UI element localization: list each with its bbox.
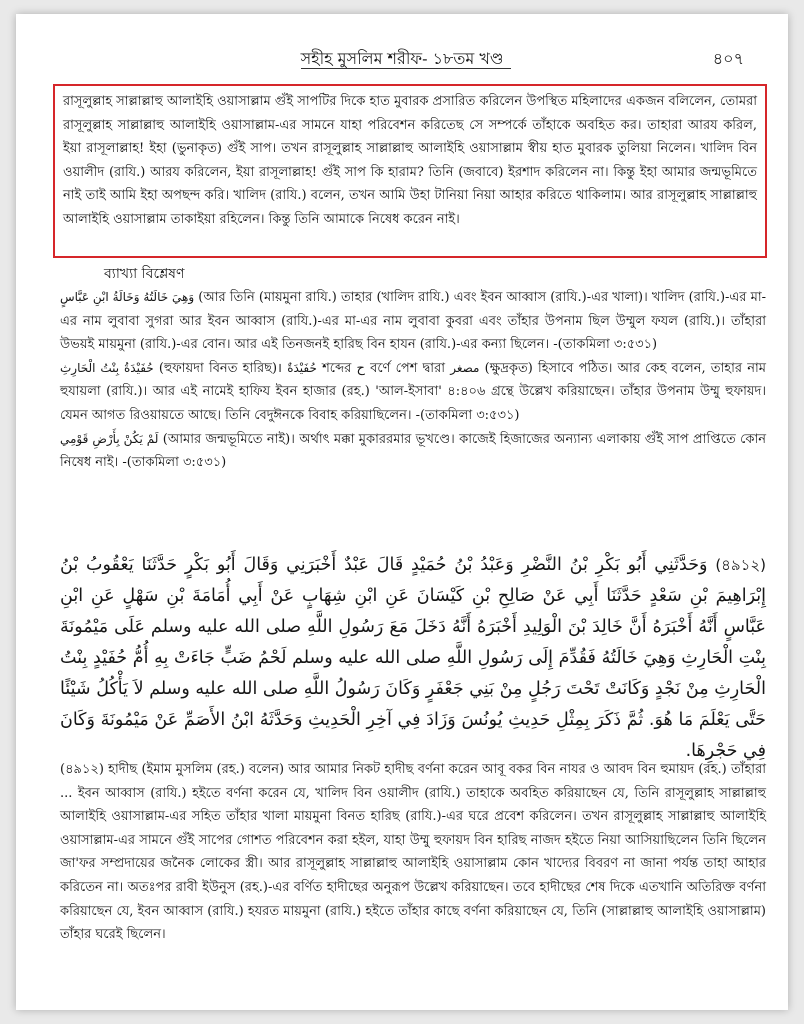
hadith-arabic-text	[60, 550, 766, 767]
paragraph-text: (আর তিনি (মায়মুনা রাযি.) তাহার (খালিদ রাযি.) এবং ইবন আব্বাস (রাযি.)-এর খালা)। খালিদ (রাযি.)-এর মা-এর নাম লুবাবা সুগরা আর ইবন আব্বাস (রাযি.)-এর মা-এর নাম লুবাবা কুবরা এবং তাঁহার উপনাম ছিল উম্মুল ফযল (রাযি.)। তাঁহারা উভয়ই মায়মুনা (রাযি.)-এর বোন। আর এই তিনজনই হারিছ বিন হাযন (রাযি.)-এর কন্যা ছিলেন। -(তাকমিলা ৩:৫৩১)	[60, 290, 766, 353]
highlighted-text: রাসূলুল্লাহ সাল্লাল্লাহু আলাইহি ওয়াসাল্লাম গুঁই সাপটির দিকে হাত মুবারক প্রসারিত করিলেন উপস্থিত মহিলাদের একজন বলিলেন, তোমরা রাসূলুল্লাহ সাল্লাল্লাহু আলাইহি ওয়াসাল্লাম-এর সামনে যাহা পরিবেশন করিতেছ সে সম্পর্কে তাঁহাকে অবহিত কর। তাহারা আরয করিল, ইয়া রাসূলাল্লাহ! ইহা (ভুনাকৃত) গুঁই সাপ। তখন রাসূলুল্লাহ সাল্লাল্লাহু আলাইহি ওয়াসাল্লাম স্বীয় হাত মুবারক তুলিয়া নিলেন। খালিদ বিন ওয়ালীদ (রাযি.) আরয করিলেন, ইয়া রাসূলাল্লাহ! গুঁই সাপ কি হারাম? তিনি (জবাবে) ইরশাদ করিলেন না। কিন্তু ইহা আমার জন্মভূমিতে নাই তাই আমি ইহা অপছন্দ করি। খালিদ (রাযি.) বলেন, তখন আমি উহা টানিয়া নিয়া আহার করিতে থাকিলাম। আর রাসূলুল্লাহ সাল্লাল্লাহু আলাইহি ওয়াসাল্লাম তাকাইয়া রহিলেন। কিন্তু তিনি আমাকে নিষেধ করেন নাই।	[63, 94, 757, 227]
highlighted-passage	[53, 84, 767, 258]
commentary-section	[60, 286, 766, 475]
translation-text: (৪৯১২) হাদীছ (ইমাম মুসলিম (রহ.) বলেন) আর আমার নিকট হাদীছ বর্ণনা করেন আবূ বকর বিন নাযর ও আবদ বিন হুমায়দ (রহ.) তাঁহারা ... ইবন আব্বাস (রাযি.) হইতে বর্ণনা করেন যে, খালিদ বিন ওয়ালীদ (রাযি.) তাহাকে অবহিত করিয়াছেন যে, তিনি রাসূলুল্লাহ সাল্লাল্লাহু আলাইহি ওয়াসাল্লাম-এর সহিত তাঁহার খালা মায়মুনা বিনত হারিছ (রাযি.)-এর ঘরে প্রবেশ করিলেন। তখন রাসূলুল্লাহ সাল্লাল্লাহু আলাইহি ওয়াসাল্লাম-এর সামনে গুঁই সাপের গোশত পরিবেশন করা হইল, যাহা উম্মু হুফায়দ বিন হারিছ নাজদ হইতে নিয়া আসিয়াছিলেন তিনি ছিলেন জা'ফর সম্প্রদায়ের জনৈক লোকের স্ত্রী। আর রাসূলুল্লাহ সাল্লাল্লাহু আলাইহি ওয়াসাল্লাম কোন খাদ্যের বিবরণ না জানা পর্যন্ত তাহা আহার করিতেন না। অতঃপর রাবী ইউনুস (রহ.)-এর বর্ণিত হাদীছের অনুরূপ উল্লেখ করিয়াছেন। তবে হাদীছের শেষ দিকে এতখানি অতিরিক্ত বর্ণনা করিয়াছেন যে, ইবন আব্বাস (রাযি.) হযরত মায়মুনা (রাযি.) হইতে তাঁহার কাছে বর্ণনা করিয়াছেন যে, তিনি (সাল্লাল্লাহু আলাইহি ওয়াসাল্লাম) তাঁহার ঘরেই ছিলেন।	[60, 762, 766, 943]
page-number: ৪০৭	[712, 49, 744, 68]
arabic-phrase: وَهِيَ خَالَتُهُ وَخَالَةُ ابْنِ عَبَّاسٍ	[60, 290, 195, 304]
commentary-paragraph	[60, 357, 766, 428]
arabic-phrase: حُفَيْدَةُ بِنْتُ الْحَارِثِ	[60, 360, 154, 375]
hadith-translation	[60, 758, 766, 947]
header-underline	[301, 68, 511, 69]
arabic-word: حُفَيْدَةٌ	[287, 360, 317, 375]
paragraph-text: (ক্ষুদ্রকৃত) হিসাবে পঠিত। আর কেহ বলেন, তাহার নাম হুযায়লা (রাযি.)। আর এই নামেই হাফিয ইবন হাজার (রহ.) 'আল-ইসাবা' ৪:৪০৬ গ্রন্থে উল্লেখ করিয়াছেন। তাঁহার উপনাম উম্মু হুফায়দ। যেমন আগত রিওয়ায়তে আছে। তিনি বেদুঈনকে বিবাহ করিয়াছিলেন। -(তাকমিলা ৩:৫৩১)	[60, 360, 767, 423]
arabic-word: مصغر	[450, 360, 480, 375]
arabic-text: وَحَدَّثَنِي أَبُو بَكْرِ بْنُ النَّضْرِ وَعَبْدُ بْنُ حُمَيْدٍ قَالَ عَبْدٌ أَخْبَرَنِي وَقَالَ أَبُو بَكْرٍ حَدَّثَنَا يَعْقُوبُ بْنُ إِبْرَاهِيمَ بْنِ سَعْدٍ حَدَّثَنَا أَبِي عَنْ صَالِحِ بْنِ كَيْسَانَ عَنِ ابْنِ شِهَابٍ عَنْ أَبِي أُمَامَةَ بْنِ سَهْلٍ عَنِ ابْنِ عَبَّاسٍ أَنَّهُ أَخْبَرَهُ أَنَّ خَالِدَ بْنَ الْوَلِيدِ أَخْبَرَهُ أَنَّهُ دَخَلَ مَعَ رَسُولِ اللَّهِ صلى الله عليه وسلم عَلَى مَيْمُونَةَ بِنْتِ الْحَارِثِ وَهِيَ خَالَتُهُ فَقُدِّمَ إِلَى رَسُولِ اللَّهِ صلى الله عليه وسلم لَحْمُ ضَبٍّ جَاءَتْ بِهِ أُمُّ حُفَيْدٍ بِنْتُ الْحَارِثِ مِنْ نَجْدٍ وَكَانَتْ تَحْتَ رَجُلٍ مِنْ بَنِي جَعْفَرٍ وَكَانَ رَسُولُ اللَّهِ صلى الله عليه وسلم لاَ يَأْكُلُ شَيْئًا حَتَّى يَعْلَمَ مَا هُوَ. ثُمَّ ذَكَرَ بِمِثْلِ حَدِيثِ يُونُسَ وَزَادَ فِي آخِرِ الْحَدِيثِ وَحَدَّثَهُ ابْنُ الأَصَمِّ عَنْ مَيْمُونَةَ وَكَانَ فِي حَجْرِهَا.	[60, 555, 766, 761]
commentary-paragraph	[60, 286, 766, 357]
section-heading: ব্যাখ্যা বিশ্লেষণ	[104, 266, 185, 282]
book-page	[16, 14, 788, 1010]
hadith-number: (৪৯১২)	[715, 556, 766, 574]
paragraph-text: শব্দের ح বর্ণে পেশ দ্বারা	[316, 360, 451, 376]
paragraph-text: (আমার জন্মভূমিতে নাই)। অর্থাৎ মক্কা মুকাররমার ভূখণ্ডে। কাজেই হিজাজের অন্যান্য এলাকায় গুঁই সাপ প্রাপ্তিতে কোন নিষেধ নাই। -(তাকমিলা ৩:৫৩১)	[60, 431, 766, 471]
arabic-phrase: لَمْ يَكُنْ بِأَرْضِ قَوْمِي	[60, 431, 159, 446]
commentary-paragraph	[60, 428, 766, 475]
running-header	[16, 44, 788, 70]
paragraph-text: (হুফায়দা বিনত হারিছ)।	[153, 360, 288, 376]
book-title: সহীহ মুসলিম শরীফ- ১৮তম খণ্ড	[300, 49, 504, 68]
